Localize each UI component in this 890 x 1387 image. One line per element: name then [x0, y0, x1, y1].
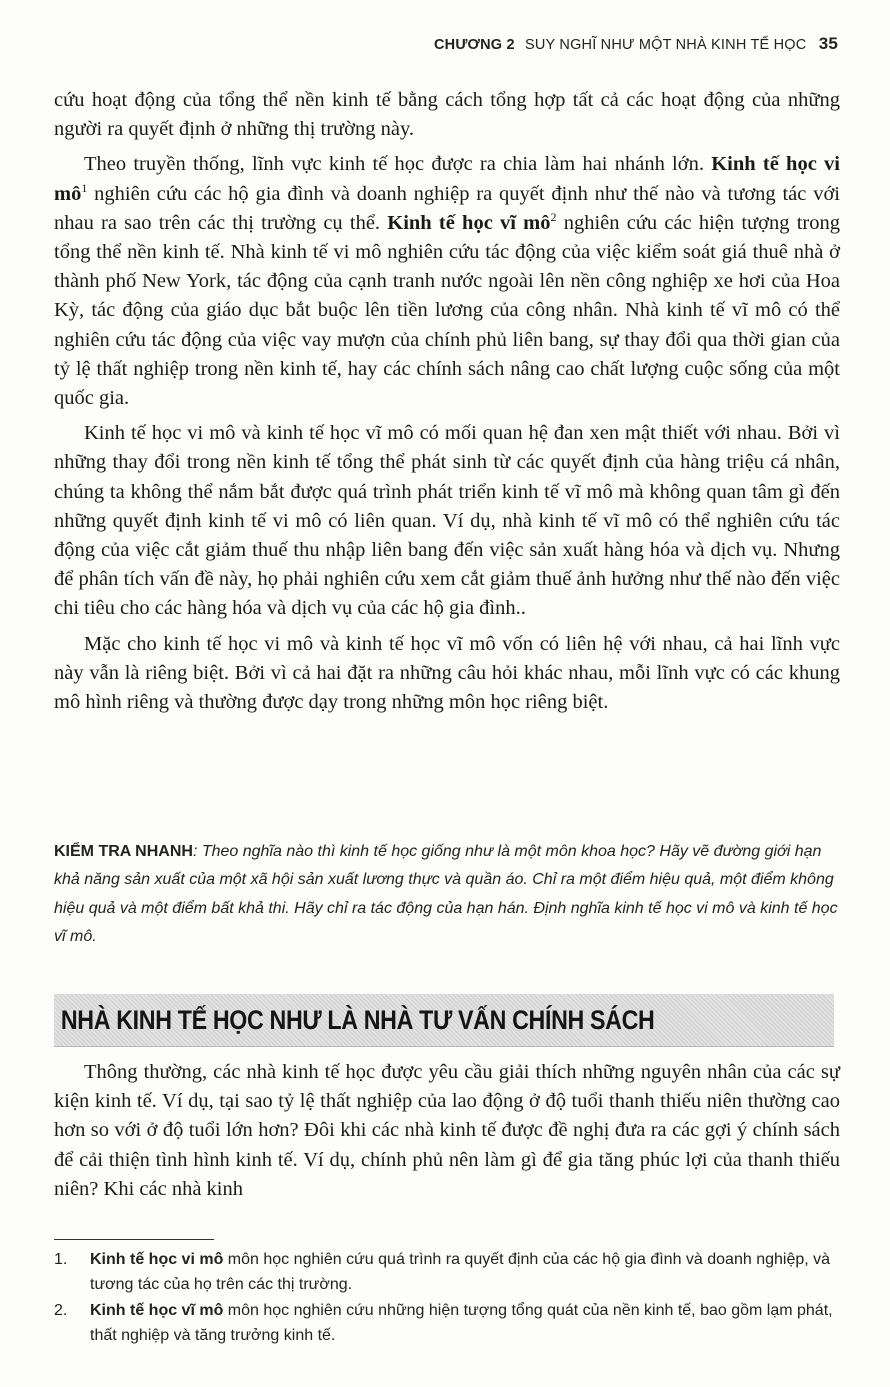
quick-check-box: [54, 838, 844, 952]
footnote-term: Kinh tế học vi mô: [90, 1251, 224, 1268]
footnote-divider: [54, 1239, 214, 1240]
section-text: [54, 1058, 840, 1204]
footnote-text: [90, 1299, 840, 1348]
footnote-number: 1.: [54, 1251, 68, 1268]
paragraph-4: Mặc cho kinh tế học vi mô và kinh tế học vĩ mô vốn có liên hệ với nhau, cả hai lĩnh vực này vẫn là riêng biệt. Bởi vì cả hai đặt ra những câu hỏi khác nhau, mỗi lĩnh vực có các khung mô hình riêng và thường được dạy trong những môn học riêng biệt.: [54, 632, 840, 714]
footnote-text: [90, 1248, 840, 1297]
paragraph-2-part-c: nghiên cứu các hiện tượng trong tổng thể nền kinh tế. Nhà kinh tế vi mô nghiên cứu tác động của việc kiểm soát giá thuê nhà ở thành phố New York, tác động của cạnh tranh nước ngoài lên nền công nghiệp xe hơi của Hoa Kỳ, tác động của giáo dục bắt buộc lên tiền lương của công nhân. Nhà kinh tế vĩ mô có thể nghiên cứu tác động của việc vay mượn của chính phủ liên bang, sự thay đổi qua thời gian của tỷ lệ thất nghiệp trong nền kinh tế, hay các chính sách nâng cao chất lượng cuộc sống của một quốc gia.: [54, 211, 840, 410]
term-microeconomics: Kinh tế học vi mô: [54, 153, 840, 205]
footnote-definition: môn học nghiên cứu quá trình ra quyết định của các hộ gia đình và doanh nghiệp, và tương tác của họ trên các thị trường.: [90, 1251, 831, 1293]
section-heading-bar: [54, 994, 834, 1047]
footnote-1: [54, 1248, 840, 1297]
page-number: 35: [818, 34, 838, 53]
paragraph-2-part-a: Theo truyền thống, lĩnh vực kinh tế học được ra chia làm hai nhánh lớn.: [84, 153, 712, 176]
paragraph-3: Kinh tế học vi mô và kinh tế học vĩ mô có mối quan hệ đan xen mật thiết với nhau. Bởi vì những thay đổi trong nền kinh tế tổng thể phát sinh từ các quyết định của hàng triệu cá nhân, chúng ta không thể nắm bắt được quá trình phát triển kinh tế vĩ mô mà không quan tâm gì đến những quyết định kinh tế vi mô có liên quan. Ví dụ, nhà kinh tế vĩ mô có thể nghiên cứu tác động của việc cắt giảm thuế thu nhập liên bang đến việc sản xuất hàng hóa và dịch vụ. Nhưng để phân tích vấn đề này, họ phải nghiên cứu xem cắt giảm thuế ảnh hưởng như thế nào đến việc chi tiêu cho các hàng hóa và dịch vụ của các hộ gia đình..: [54, 422, 840, 620]
quick-check-label: KIỂM TRA NHANH: [54, 843, 193, 860]
footnote-2: [54, 1299, 840, 1348]
paragraph-2-part-b: nghiên cứu các hộ gia đình và doanh nghiệp ra quyết định như thế nào và tương tác với nhau ra sao trên các thị trường cụ thể.: [54, 182, 840, 234]
footnotes: [54, 1248, 840, 1350]
chapter-title: SUY NGHĨ NHƯ MỘT NHÀ KINH TẾ HỌC: [525, 37, 807, 53]
term-macroeconomics: Kinh tế học vĩ mô: [387, 211, 551, 234]
footnote-term: Kinh tế học vĩ mô: [90, 1302, 224, 1319]
paragraph-1: cứu hoạt động của tổng thể nền kinh tế bằng cách tổng hợp tất cả các hoạt động của những người ra quyết định ở những thị trường này.: [54, 89, 840, 141]
footnote-number: 2.: [54, 1302, 68, 1319]
quick-check-text: : Theo nghĩa nào thì kinh tế học giống như là một môn khoa học? Hãy vẽ đường giới hạn khả năng sản xuất của một xã hội sản xuất lương thực và quần áo. Chỉ ra một điểm hiệu quả, một điểm không hiệu quả và một điểm bất khả thi. Hãy chỉ ra tác động của hạn hán. Định nghĩa kinh tế học vi mô và kinh tế học vĩ mô.: [54, 843, 838, 946]
main-text: [54, 86, 840, 723]
section-heading: NHÀ KINH TẾ HỌC NHƯ LÀ NHÀ TƯ VẤN CHÍNH SÁCH: [60, 1005, 655, 1035]
footnote-ref-2: 2: [550, 209, 557, 224]
footnote-definition: môn học nghiên cứu những hiện tượng tổng quát của nền kinh tế, bao gồm lạm phát, thất nghiệp và tăng trưởng kinh tế.: [90, 1302, 833, 1344]
footnote-ref-1: 1: [81, 180, 88, 195]
chapter-label: CHƯƠNG 2: [433, 37, 515, 53]
section-paragraph-1: Thông thường, các nhà kinh tế học được yêu cầu giải thích những nguyên nhân của các sự kiện kinh tế. Ví dụ, tại sao tỷ lệ thất nghiệp của lao động ở độ tuổi thanh thiếu niên thường cao hơn so với ở độ tuổi lớn hơn? Đôi khi các nhà kinh tế được đề nghị đưa ra các gợi ý chính sách để cải thiện tình hình kinh tế. Ví dụ, chính phủ nên làm gì để gia tăng phúc lợi của thanh thiếu niên? Khi các nhà kinh: [54, 1061, 840, 1200]
running-header: [434, 34, 838, 54]
paragraph-2: [54, 150, 840, 413]
